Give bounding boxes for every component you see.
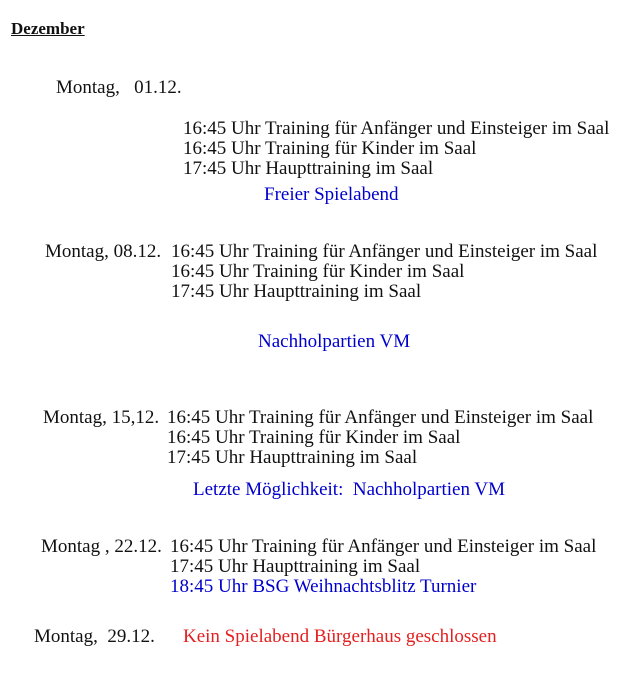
event-note: Letzte Möglichkeit: Nachholpartien VM xyxy=(193,479,506,500)
training-line: 16:45 Uhr Training für Kinder im Saal xyxy=(167,427,461,448)
training-line: 16:45 Uhr Training für Anfänger und Einsteiger im Saal xyxy=(183,118,610,139)
date-label: Montag, 29.12. xyxy=(34,626,155,647)
training-line: 16:45 Uhr Training für Anfänger und Einsteiger im Saal xyxy=(170,536,597,557)
month-title: Dezember xyxy=(11,19,85,38)
event-note: Nachholpartien VM xyxy=(258,331,411,352)
training-line: 17:45 Uhr Haupttraining im Saal xyxy=(171,281,422,302)
training-line: 17:45 Uhr Haupttraining im Saal xyxy=(167,447,418,468)
date-label: Montag, 01.12. xyxy=(56,77,182,98)
date-label: Montag, 08.12. xyxy=(45,241,162,262)
event-note: Freier Spielabend xyxy=(264,184,399,205)
training-line: 17:45 Uhr Haupttraining im Saal xyxy=(183,158,434,179)
training-line: 17:45 Uhr Haupttraining im Saal xyxy=(170,556,421,577)
training-line: 16:45 Uhr Training für Kinder im Saal xyxy=(171,261,465,282)
tournament-highlight-line: 18:45 Uhr BSG Weihnachtsblitz Turnier xyxy=(170,576,477,597)
training-line: 16:45 Uhr Training für Kinder im Saal xyxy=(183,138,477,159)
date-label: Montag , 22.12. xyxy=(41,536,162,557)
closed-notice: Kein Spielabend Bürgerhaus geschlossen xyxy=(183,626,497,647)
date-label: Montag, 15,12. xyxy=(43,407,160,428)
training-line: 16:45 Uhr Training für Anfänger und Einsteiger im Saal xyxy=(171,241,598,262)
training-line: 16:45 Uhr Training für Anfänger und Einsteiger im Saal xyxy=(167,407,594,428)
